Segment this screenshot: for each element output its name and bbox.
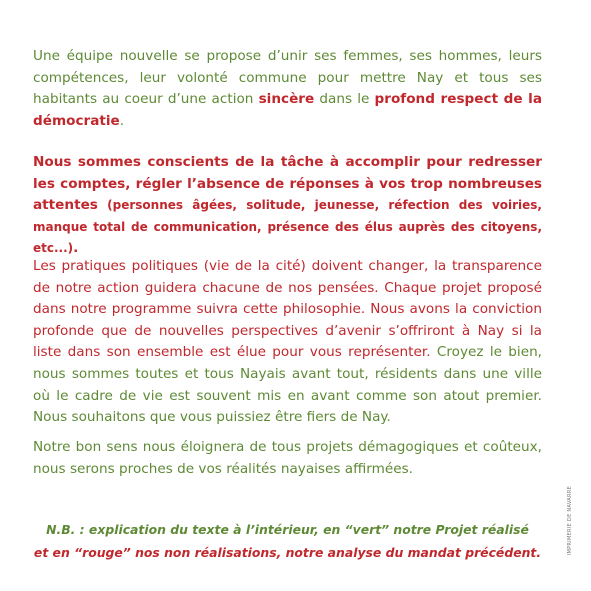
commitment-end-text: . (73, 240, 79, 257)
printer-credit: IMPRIMERIE DE NAVARRE (567, 486, 573, 556)
commitment-paragraph (33, 152, 542, 260)
emphasis-sincere: sincère (258, 91, 315, 108)
intro-text-b: dans le (314, 91, 375, 108)
commitment-list-text: (personnes âgées, solitude, jeunesse, réfection des voiries, manque total de communication, présence des élus auprès des citoyens, etc...) (33, 198, 542, 256)
nb-line-red: et en “rouge” nos non réalisations, notre analyse du mandat précédent. (33, 545, 542, 560)
practices-green-text: Croyez le bien, nous sommes toutes et tous Nayais avant tout, résidents dans une ville où le cadre de vie est souvent mis en avant comme son atout premier. Nous souhaitons que vous puissiez être fiers de Nay. (33, 344, 543, 426)
practices-red-text: Les pratiques politiques (vie de la cité) doivent changer, la transparence de notre action guidera chacune de nos pensées. Chaque projet proposé dans notre programme suivra cette philosophie. Nous avons la conviction profonde que de nouvelles perspectives d’avenir s’offriront à Nay si la liste dans son ensemble est élue pour vous représenter. (33, 258, 542, 361)
nb-line-green: N.B. : explication du texte à l’intérieur, en “vert” notre Projet réalisé (46, 522, 529, 537)
intro-text-c: . (119, 112, 125, 129)
practices-paragraph (33, 256, 542, 429)
emphasis-respect-democracy: profond respect de la démocratie (33, 91, 543, 129)
commitment-main-text: Nous sommes conscients de la tâche à accomplir pour redresser les comptes, régler l’absence de réponses à vos trop nombreuses attentes (33, 154, 542, 214)
closing-paragraph: Notre bon sens nous éloignera de tous projets démagogiques et coûteux, nous serons proches de vos réalités nayaises affirmées. (33, 439, 542, 477)
intro-paragraph (33, 46, 542, 132)
intro-text-a: Une équipe nouvelle se propose d’unir ses femmes, ses hommes, leurs compétences, leur volonté commune pour mettre Nay et tous ses habitants au coeur d’une action (33, 48, 542, 108)
